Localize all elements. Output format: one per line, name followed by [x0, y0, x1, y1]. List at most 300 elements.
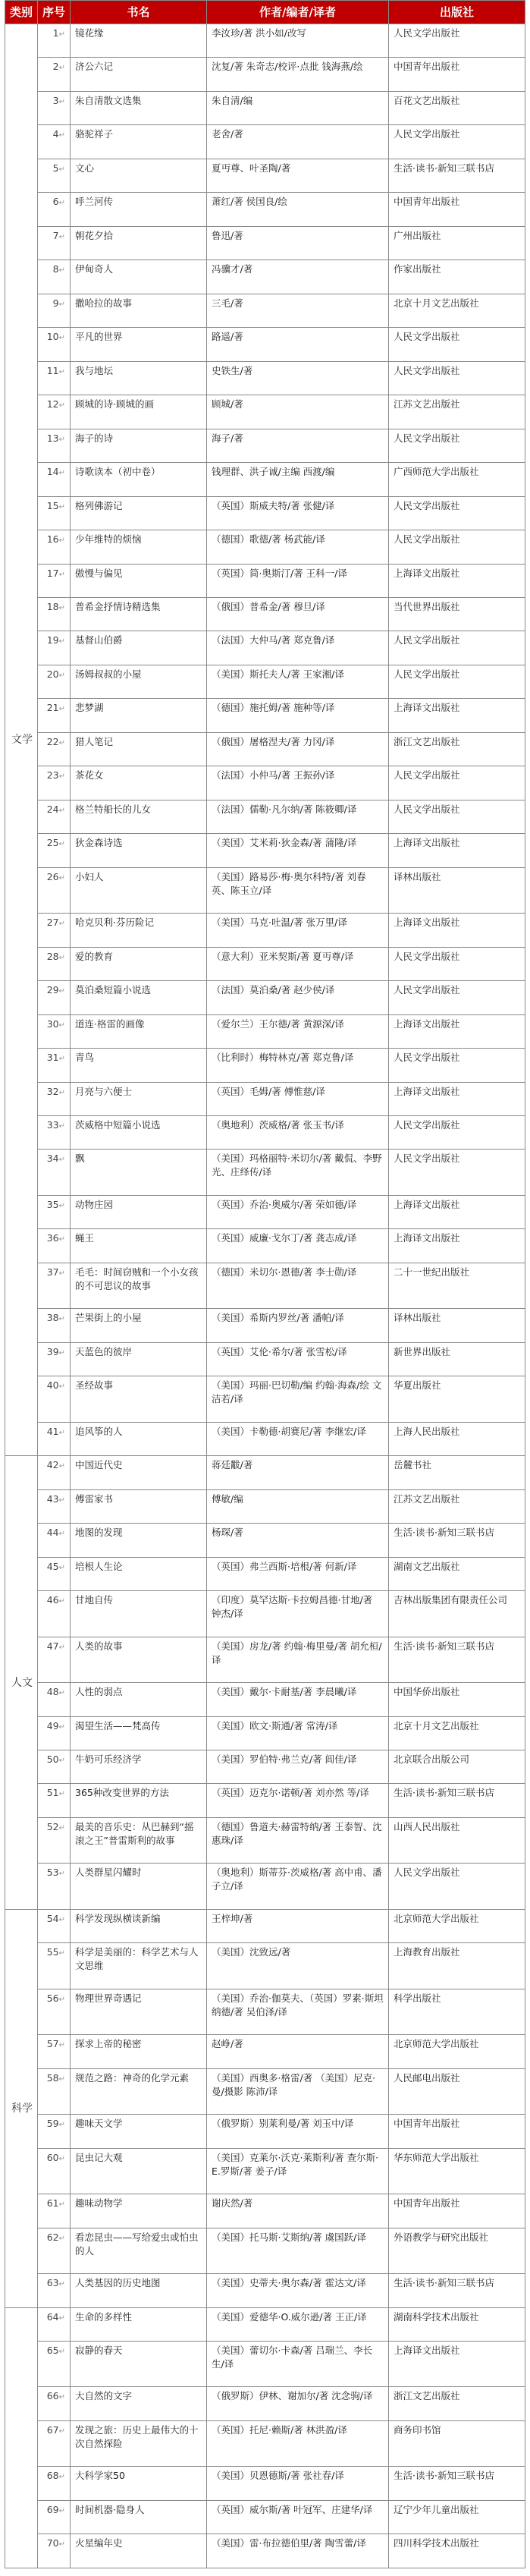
- number-cell: [38, 1750, 71, 1783]
- table-row: [5, 1376, 525, 1422]
- number-cell: [38, 1989, 71, 2034]
- title-cell: [71, 597, 207, 631]
- author-cell: [207, 530, 389, 564]
- paragraph-mark: ↵: [58, 1201, 65, 1210]
- number-cell: [38, 2148, 71, 2194]
- publisher-cell: [389, 1263, 525, 1308]
- author-cell-text: （美国）罗伯特·弗兰克/著 闾佳/译: [212, 1753, 357, 1765]
- author-cell-text: （美国）戴尔·卡耐基/著 李晨曦/译: [212, 1686, 357, 1698]
- author-cell: [207, 2228, 389, 2273]
- author-cell-text: （俄国）屠格涅夫/著 力冈/译: [212, 735, 335, 747]
- author-cell-text: （英国）托尼·赖斯/著 林洪盈/译: [212, 2423, 347, 2436]
- number-cell: [38, 867, 71, 913]
- title-cell: [71, 1683, 207, 1716]
- number-cell-text: 14: [46, 466, 59, 478]
- number-cell-text: 41: [46, 1425, 59, 1437]
- title-cell-text: 牛奶可乐经济学: [75, 1753, 142, 1765]
- title-cell: [71, 58, 207, 91]
- publisher-cell-text: 上海译文出版社: [394, 837, 460, 849]
- title-cell: [71, 24, 207, 58]
- author-cell-text: （美国）西奥多·格雷/著 （美国）尼克·曼/摄影 陈沛/译: [212, 2071, 376, 2097]
- paragraph-mark: ↵: [58, 1722, 65, 1731]
- title-cell-text: 圣经故事: [75, 1379, 114, 1392]
- title-cell-text: 傅雷家书: [75, 1492, 114, 1505]
- author-cell: [207, 361, 389, 395]
- publisher-cell: [389, 395, 525, 429]
- table-row: [5, 1489, 525, 1523]
- title-cell: [71, 1014, 207, 1048]
- number-cell-text: 6: [52, 196, 59, 208]
- title-cell-text: 狄金森诗选: [75, 837, 123, 849]
- publisher-cell-text: 浙江文艺出版社: [394, 735, 460, 747]
- publisher-cell-text: 人民文学出版社: [394, 1052, 460, 1064]
- number-cell: [38, 294, 71, 327]
- publisher-cell-text: 中国青年出版社: [394, 196, 460, 208]
- table-row: [5, 914, 525, 947]
- author-cell-text: （英国）斯威夫特/著 张健/译: [212, 499, 335, 511]
- publisher-cell-text: 岳麓书社: [394, 1459, 432, 1471]
- table-row: [5, 24, 525, 58]
- author-cell-text: 冯骥才/著: [212, 263, 253, 275]
- number-cell: [38, 800, 71, 833]
- author-cell-text: （法国）儒勒·凡尔纳/著 陈筱卿/译: [212, 803, 357, 815]
- publisher-cell-text: 人民文学出版社: [394, 533, 460, 546]
- number-cell-text: 18: [46, 600, 59, 612]
- author-cell: [207, 564, 389, 597]
- number-cell-text: 70: [46, 2537, 59, 2549]
- paragraph-mark: ↵: [58, 2280, 65, 2289]
- number-cell: [38, 1014, 71, 1048]
- number-cell-text: 4: [52, 128, 59, 140]
- author-cell: [207, 24, 389, 58]
- author-cell-text: （英国）迈克尔·诺顿/著 刘亦然 等/译: [212, 1787, 369, 1799]
- author-cell-text: （美国）玛丽·巴切勒/编 约翰·海森/绘 文洁若/译: [212, 1379, 382, 1405]
- paragraph-mark: ↵: [58, 603, 65, 612]
- title-cell-text: 人性的弱点: [75, 1686, 123, 1698]
- table-row: [5, 1422, 525, 1455]
- publisher-cell: [389, 834, 525, 867]
- author-cell-text: （英国）简·奥斯汀/著 王科一/译: [212, 567, 347, 579]
- table-row: [5, 1557, 525, 1590]
- title-cell: [71, 2035, 207, 2068]
- paragraph-mark: ↵: [58, 2348, 65, 2356]
- title-cell-text: 培根人生论: [75, 1560, 123, 1572]
- number-cell: [38, 699, 71, 732]
- author-cell-text: （奥地利）斯蒂芬·茨威格/著 高中甫、潘子立/译: [212, 1867, 382, 1892]
- number-cell-text: 42: [46, 1459, 59, 1471]
- number-cell: [38, 947, 71, 980]
- author-cell: [207, 2420, 389, 2466]
- paragraph-mark: ↵: [58, 2041, 65, 2050]
- publisher-cell: [389, 159, 525, 192]
- table-row: [5, 2228, 525, 2273]
- title-cell-text: 人类基因的历史地图: [75, 2277, 161, 2289]
- paragraph-mark: ↵: [58, 1870, 65, 1879]
- number-cell: [38, 1784, 71, 1817]
- author-cell-text: （美国）艾米莉·狄金森/著 蒲隆/译: [212, 837, 357, 849]
- publisher-cell-text: 浙江文艺出版社: [394, 2390, 460, 2402]
- number-cell: [38, 1150, 71, 1195]
- table-row: [5, 395, 525, 429]
- number-cell: [38, 2500, 71, 2534]
- title-cell: [71, 530, 207, 564]
- author-cell: [207, 631, 389, 665]
- title-cell: [71, 2534, 207, 2568]
- author-cell: [207, 1750, 389, 1783]
- number-cell: [38, 1456, 71, 1489]
- number-cell-text: 17: [46, 567, 59, 579]
- paragraph-mark: ↵: [58, 840, 65, 849]
- number-cell-text: 44: [46, 1527, 59, 1539]
- number-cell: [38, 361, 71, 395]
- table-row: [5, 1456, 525, 1489]
- author-cell-text: （奥地利）茨威格/著 张玉书/译: [212, 1119, 344, 1131]
- publisher-cell-text: 广西师范大学出版社: [394, 466, 479, 478]
- title-cell-text: 格兰特船长的儿女: [75, 803, 152, 815]
- publisher-cell: [389, 564, 525, 597]
- title-cell-text: 我与地坛: [75, 364, 114, 376]
- number-cell-text: 1: [52, 27, 59, 39]
- publisher-cell: [389, 1082, 525, 1115]
- author-cell-text: 蒋廷黻/著: [212, 1459, 253, 1471]
- publisher-cell-text: 湖南文艺出版社: [394, 1560, 460, 1572]
- publisher-cell-text: 北京联合出版公司: [394, 1753, 470, 1765]
- title-cell-text: 镜花缘: [75, 27, 104, 39]
- table-row: [5, 125, 525, 159]
- paragraph-mark: ↵: [58, 738, 65, 747]
- table-row: [5, 2420, 525, 2466]
- author-cell: [207, 800, 389, 833]
- title-cell-text: 追风筝的人: [75, 1425, 123, 1437]
- title-cell: [71, 1049, 207, 1082]
- author-cell-text: （德国）施托姆/著 施种等/译: [212, 702, 335, 714]
- publisher-cell: [389, 597, 525, 631]
- title-cell-text: 傲慢与偏见: [75, 567, 123, 579]
- category-cell: [5, 2307, 38, 2568]
- number-cell-text: 19: [46, 634, 59, 646]
- publisher-cell: [389, 981, 525, 1014]
- number-cell: [38, 2307, 71, 2341]
- title-cell: [71, 1263, 207, 1308]
- author-cell: [207, 2148, 389, 2194]
- author-cell-text: 傅敏/编: [212, 1492, 243, 1505]
- title-cell: [71, 2115, 207, 2148]
- number-cell: [38, 732, 71, 766]
- paragraph-mark: ↵: [58, 2427, 65, 2436]
- publisher-cell: [389, 2228, 525, 2273]
- table-row: [5, 1784, 525, 1817]
- title-cell: [71, 1116, 207, 1150]
- number-cell-text: 37: [46, 1266, 59, 1278]
- paragraph-mark: ↵: [58, 705, 65, 714]
- author-cell: [207, 2387, 389, 2420]
- publisher-cell-text: 科学出版社: [394, 1992, 441, 2004]
- table-row: [5, 1116, 525, 1150]
- title-cell: [71, 2194, 207, 2228]
- table-row: [5, 1195, 525, 1228]
- author-cell-text: 老舍/著: [212, 128, 243, 140]
- author-cell: [207, 1524, 389, 1557]
- publisher-cell: [389, 193, 525, 226]
- category-cell: [5, 1909, 38, 2307]
- publisher-cell-text: 上海译文出版社: [394, 1085, 460, 1097]
- table-row: [5, 2194, 525, 2228]
- title-cell: [71, 1989, 207, 2034]
- publisher-cell: [389, 2500, 525, 2534]
- table-row: [5, 981, 525, 1014]
- number-cell: [38, 914, 71, 947]
- author-cell: [207, 2194, 389, 2228]
- paragraph-mark: ↵: [58, 671, 65, 680]
- table-row: [5, 1524, 525, 1557]
- title-cell: [71, 1591, 207, 1637]
- number-cell-text: 9: [52, 297, 59, 309]
- author-cell-text: （美国）托马斯·艾斯纳/著 虞国跃/译: [212, 2231, 366, 2243]
- publisher-cell: [389, 914, 525, 947]
- table-row: [5, 226, 525, 259]
- author-cell: [207, 294, 389, 327]
- title-cell-text: 人类群星闪耀时: [75, 1867, 142, 1879]
- publisher-cell-text: 人民文学出版社: [394, 769, 460, 782]
- title-cell: [71, 1524, 207, 1557]
- publisher-cell-text: 中国青年出版社: [394, 2197, 460, 2210]
- author-cell: [207, 2467, 389, 2500]
- number-cell-text: 58: [46, 2071, 59, 2084]
- number-cell-text: 53: [46, 1867, 59, 1879]
- author-cell: [207, 1116, 389, 1150]
- category-label: 科学: [11, 2102, 33, 2115]
- number-cell-text: 26: [46, 870, 59, 882]
- number-cell: [38, 24, 71, 58]
- publisher-cell: [389, 463, 525, 496]
- category-label: 文学: [11, 734, 33, 747]
- author-cell: [207, 1456, 389, 1489]
- author-cell-text: （美国）乔治·伽莫夫、（英国）罗素·斯坦纳德/著 吴伯泽/译: [212, 1992, 384, 2018]
- publisher-cell: [389, 1524, 525, 1557]
- publisher-cell-text: 百花文艺出版社: [394, 94, 460, 106]
- publisher-cell: [389, 1989, 525, 2034]
- paragraph-mark: ↵: [58, 2154, 65, 2163]
- publisher-cell: [389, 1683, 525, 1716]
- paragraph-mark: ↵: [58, 1643, 65, 1652]
- publisher-cell: [389, 1557, 525, 1590]
- paragraph-mark: ↵: [58, 401, 65, 410]
- title-cell-text: 天蓝色的彼岸: [75, 1345, 133, 1357]
- title-cell: [71, 1342, 207, 1376]
- author-cell-text: （美国）路易莎·梅·奥尔科特/著 刘春英、陈玉立/译: [212, 870, 366, 896]
- publisher-cell-text: 上海译文出版社: [394, 2345, 460, 2356]
- publisher-cell: [389, 2148, 525, 2194]
- paragraph-mark: ↵: [58, 1949, 65, 1958]
- publisher-cell-text: 北京十月文艺出版社: [394, 297, 479, 309]
- author-cell: [207, 1683, 389, 1716]
- table-row: [5, 1637, 525, 1682]
- number-cell-text: 65: [46, 2345, 59, 2356]
- title-cell: [71, 260, 207, 294]
- title-cell: [71, 1817, 207, 1863]
- title-cell: [71, 2068, 207, 2114]
- paragraph-mark: ↵: [58, 97, 65, 106]
- title-cell: [71, 2387, 207, 2420]
- publisher-cell: [389, 226, 525, 259]
- number-cell: [38, 1524, 71, 1557]
- title-cell: [71, 328, 207, 361]
- publisher-cell-text: 译林出版社: [394, 870, 441, 882]
- title-cell: [71, 294, 207, 327]
- title-cell: [71, 1716, 207, 1750]
- number-cell: [38, 2228, 71, 2273]
- table-row: [5, 1716, 525, 1750]
- paragraph-mark: ↵: [58, 1055, 65, 1064]
- number-cell-text: 47: [46, 1640, 59, 1652]
- table-row: [5, 766, 525, 800]
- publisher-cell-text: 上海译文出版社: [394, 1018, 460, 1030]
- publisher-cell-text: 生活·读书·新知三联书店: [394, 2277, 494, 2289]
- title-cell: [71, 496, 207, 530]
- paragraph-mark: ↵: [58, 469, 65, 478]
- number-cell-text: 21: [46, 702, 59, 714]
- table-row: [5, 1049, 525, 1082]
- header-title: 书名: [71, 1, 207, 24]
- publisher-cell: [389, 1422, 525, 1455]
- author-cell-text: （德国）米切尔·恩德/著 李士勋/译: [212, 1266, 357, 1278]
- publisher-cell: [389, 24, 525, 58]
- title-cell: [71, 395, 207, 429]
- author-cell: [207, 1591, 389, 1637]
- title-cell-text: 渴望生活——梵高传: [75, 1719, 161, 1731]
- title-cell-text: 人类的故事: [75, 1640, 123, 1652]
- publisher-cell: [389, 2115, 525, 2148]
- table-row: [5, 1591, 525, 1637]
- publisher-cell: [389, 2534, 525, 2568]
- paragraph-mark: ↵: [58, 1823, 65, 1832]
- title-cell-text: 火星编年史: [75, 2537, 123, 2549]
- table-row: [5, 530, 525, 564]
- number-cell-text: 49: [46, 1719, 59, 1731]
- publisher-cell: [389, 665, 525, 698]
- title-cell: [71, 429, 207, 462]
- paragraph-mark: ↵: [58, 367, 65, 376]
- table-row: [5, 2342, 525, 2387]
- author-cell-text: （比利时）梅特林克/著 郑克鲁/译: [212, 1052, 354, 1064]
- table-row: [5, 1943, 525, 1989]
- publisher-cell-text: 辽宁少年儿童出版社: [394, 2503, 479, 2515]
- author-cell: [207, 2500, 389, 2534]
- title-cell-text: 小妇人: [75, 870, 104, 882]
- publisher-cell: [389, 631, 525, 665]
- table-row: [5, 429, 525, 462]
- publisher-cell: [389, 1376, 525, 1422]
- publisher-cell-text: 人民文学出版社: [394, 1867, 460, 1879]
- publisher-cell-text: 生活·读书·新知三联书店: [394, 162, 494, 174]
- author-cell: [207, 2068, 389, 2114]
- paragraph-mark: ↵: [58, 1756, 65, 1765]
- table-row: [5, 1014, 525, 1048]
- paragraph-mark: ↵: [58, 30, 65, 39]
- number-cell-text: 7: [52, 229, 59, 241]
- table-body: [5, 24, 525, 2568]
- number-cell: [38, 766, 71, 800]
- author-cell: [207, 732, 389, 766]
- author-cell: [207, 981, 389, 1014]
- title-cell: [71, 867, 207, 913]
- publisher-cell: [389, 1716, 525, 1750]
- author-cell: [207, 597, 389, 631]
- title-cell-text: 诗歌读本（初中卷）: [75, 466, 161, 478]
- title-cell-text: 少年维特的烦恼: [75, 533, 142, 546]
- publisher-cell-text: 北京师范大学出版社: [394, 2038, 479, 2050]
- author-cell: [207, 1989, 389, 2034]
- title-cell-text: 发现之旅：历史上最伟大的十次自然探险: [75, 2423, 199, 2449]
- table-row: [5, 2387, 525, 2420]
- title-cell: [71, 193, 207, 226]
- number-cell: [38, 631, 71, 665]
- title-cell-text: 科学发现纵横谈新编: [75, 1912, 161, 1924]
- paragraph-mark: ↵: [58, 1235, 65, 1244]
- author-cell: [207, 1817, 389, 1863]
- author-cell: [207, 665, 389, 698]
- table-row: [5, 2148, 525, 2194]
- table-row: [5, 834, 525, 867]
- author-cell: [207, 193, 389, 226]
- number-cell-text: 5: [52, 162, 59, 174]
- paragraph-mark: ↵: [58, 1530, 65, 1539]
- title-cell-text: 济公六记: [75, 61, 114, 73]
- title-cell-text: 道连·格雷的画像: [75, 1018, 145, 1030]
- table-row: [5, 1750, 525, 1783]
- author-cell: [207, 1943, 389, 1989]
- publisher-cell-text: 上海译文出版社: [394, 1198, 460, 1210]
- number-cell: [38, 1082, 71, 1115]
- title-cell-text: 昆虫记大观: [75, 2151, 123, 2163]
- title-cell-text: 看恋昆虫——写给爱虫或怕虫的人: [75, 2231, 199, 2257]
- publisher-cell: [389, 260, 525, 294]
- author-cell-text: （美国）卡勒德·胡赛尼/著 李继宏/译: [212, 1425, 366, 1437]
- title-cell: [71, 564, 207, 597]
- table-row: [5, 699, 525, 732]
- author-cell: [207, 125, 389, 159]
- title-cell: [71, 2148, 207, 2194]
- author-cell-text: （英国）威尔斯/著 叶冠军、庄建华/译: [212, 2503, 373, 2515]
- paragraph-mark: ↵: [58, 1156, 65, 1165]
- number-cell-text: 8: [52, 263, 59, 275]
- publisher-cell-text: 商务印书馆: [394, 2423, 441, 2436]
- author-cell: [207, 766, 389, 800]
- title-cell: [71, 914, 207, 947]
- paragraph-mark: ↵: [58, 199, 65, 208]
- publisher-cell-text: 生活·读书·新知三联书店: [394, 2470, 494, 2482]
- paragraph-mark: ↵: [58, 1088, 65, 1097]
- author-cell-text: 顾城/著: [212, 398, 243, 410]
- number-cell-text: 55: [46, 1946, 59, 1958]
- table-row: [5, 2115, 525, 2148]
- author-cell-text: （美国）爱德华·O.威尔逊/著 王正/译: [212, 2310, 367, 2323]
- paragraph-mark: ↵: [58, 1269, 65, 1278]
- number-cell-text: 24: [46, 803, 59, 815]
- title-cell: [71, 91, 207, 124]
- number-cell: [38, 1263, 71, 1308]
- title-cell: [71, 2228, 207, 2273]
- table-row: [5, 1817, 525, 1863]
- number-cell-text: 69: [46, 2503, 59, 2515]
- number-cell-text: 13: [46, 432, 59, 444]
- table-row: [5, 361, 525, 395]
- paragraph-mark: ↵: [58, 637, 65, 646]
- author-cell: [207, 91, 389, 124]
- number-cell-text: 57: [46, 2038, 59, 2050]
- number-cell: [38, 564, 71, 597]
- title-cell-text: 生命的多样性: [75, 2310, 133, 2323]
